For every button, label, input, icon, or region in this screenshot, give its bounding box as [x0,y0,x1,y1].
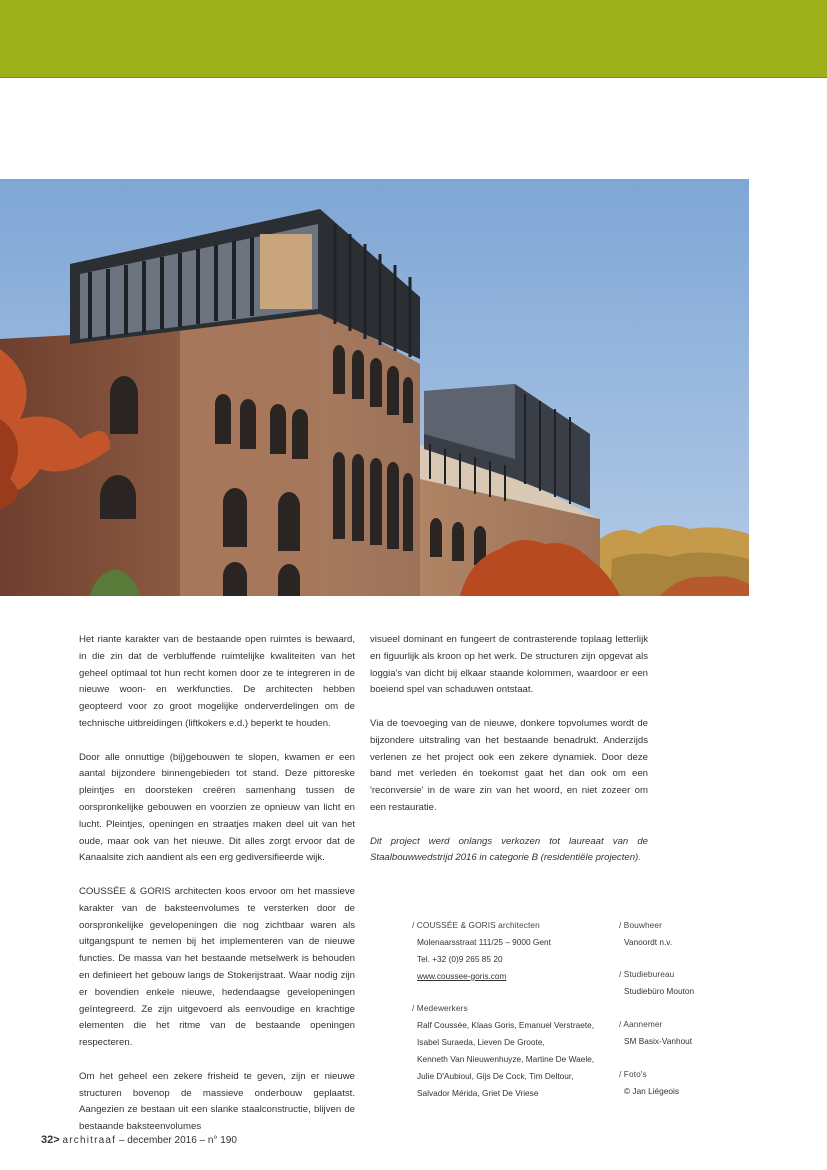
building-illustration [0,179,749,596]
header-color-band [0,0,827,78]
credit-heading: / COUSSÉE & GORIS architecten [412,920,540,930]
credit-value: Vanoordt n.v. [624,937,673,947]
collaborator-line: Kenneth Van Nieuwenhuyze, Martine De Waele, [417,1054,595,1064]
credit-address: Molenaarsstraat 111/25 – 9000 Gent [417,937,551,947]
credit-heading: / Bouwheer [619,920,662,930]
body-paragraph: COUSSÉE & GORIS architecten koos ervoor om het massieve karakter van de baksteenvolumes te versterken door de oorspronkelijke gevelopeningen die nog zichtbaar waren als uitgangspunt te nemen bij het implementeren van de nieuwe functies. De massa van het bestaande metselwerk is behouden en definieert het gebouw langs de Stokerijstraat. Waar nodig zijn er bovendien enkele nieuwe, hedendaagse gevelopeningen geïntegreerd. Ze zijn uitgevoerd als eenvoudige en krachtige elementen die het ritme van de bestaande openingen respecteren. [79,885,355,1049]
architect-website-link[interactable]: www.coussee-goris.com [417,971,507,981]
page-number: 32 [41,1134,54,1146]
magazine-name: architraaf [62,1135,117,1146]
collaborator-line: Isabel Suraeda, Lieven De Groote, [417,1037,545,1047]
credit-value: SM Basix-Vanhout [624,1036,693,1046]
credit-contractor [619,1016,769,1050]
credit-collaborators [412,1000,612,1102]
body-paragraph: Door alle onnuttige (bij)gebouwen te slopen, kwamen er een aantal bijzondere binnengebieden tot stand. Deze pittoreske pleintjes en doorsteken creëren samenhang tussen de oorspronkelijke gebouwen en voorzien ze opnieuw van licht en lucht. Pleintjes, openingen en straatjes maken deel uit van het oude, maar ook van het nieuwe. Dit alles zorgt ervoor dat de Kanaalsite zich aandient als een erg gediversifieerde wijk. [79,751,355,864]
credit-value: © Jan Liégeois [624,1086,680,1096]
page-arrow: > [53,1134,60,1146]
building-photo [0,179,749,596]
credit-engineer [619,966,769,1000]
credit-architect [412,917,612,985]
body-paragraph: visueel dominant en fungeert de contrasterende toplaag letterlijk en figuurlijk als kroon op het werk. De structuren zijn opgevat als loggia's van dicht bij elkaar staande kolommen, waardoor er een boeiend spel van schaduwen ontstaat. [370,634,648,696]
collaborator-line: Ralf Coussée, Klaas Goris, Emanuel Verstraete, [417,1020,595,1030]
body-paragraph: Het riante karakter van de bestaande open ruimtes is bewaard, in die zin dat de verbluffende ruimtelijke kwaliteiten van het geheel optimaal tot hun recht komen door ze te integreren in de nieuwe woon- en werkfuncties. De architecten hebben geopteerd voor zo groot mogelijke onderverdelingen om de technische uitbreidingen (liftkokers e.d.) beperkt te houden. [79,634,355,729]
credit-phone: Tel. +32 (0)9 265 85 20 [417,954,503,964]
body-paragraph: Om het geheel een zekere frisheid te geven, zijn er nieuwe structuren bovenop de massieve onderbouw geplaatst. Aangezien ze bestaan uit een slanke staalconstructie, blijven de bestaande baksteenvolumes [79,1070,355,1133]
collaborator-line: Julie D'Aubioul, Gijs De Cock, Tim Deltour, [417,1071,574,1081]
credit-heading: / Foto's [619,1069,647,1079]
issue-info: – december 2016 – n° 190 [118,1135,237,1146]
credit-heading: / Aannemer [619,1019,663,1029]
page-footer [41,1134,237,1146]
body-paragraph: Via de toevoeging van de nieuwe, donkere topvolumes wordt de bijzondere uitstraling van het bestaande benadrukt. Anderzijds verlenen ze het project ook een zekere dynamiek. Door deze band met verleden én toekomst gaat het dan ook om een 'reconversie' in de ware zin van het woord, en niet zozeer om een restauratie. [370,717,648,813]
collaborator-line: Salvador Mérida, Griet De Vriese [417,1088,539,1098]
article-column-right [370,632,648,884]
credit-heading: / Medewerkers [412,1003,468,1013]
article-column-left [79,632,355,1153]
credit-photos [619,1066,769,1100]
credit-value: Studiebüro Mouton [624,986,695,996]
credit-heading: / Studiebureau [619,969,675,979]
credit-client [619,917,769,951]
award-note: Dit project werd onlangs verkozen tot laureaat van de Staalbouwwedstrijd 2016 in categorie B (residentiële projecten). [370,835,648,864]
